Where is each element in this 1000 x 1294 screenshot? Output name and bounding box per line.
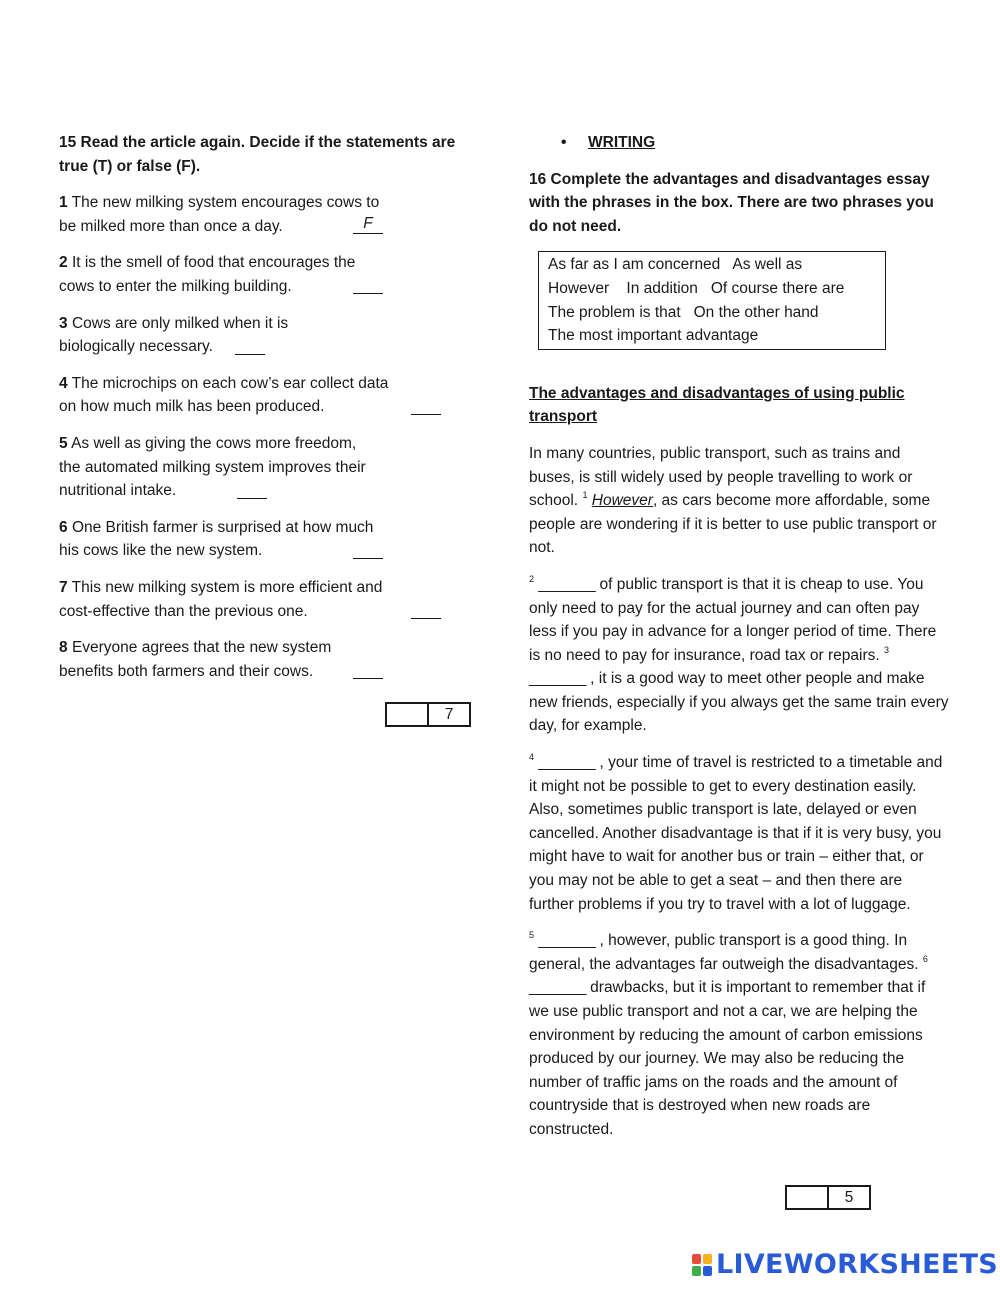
gap-number: 2: [529, 573, 535, 584]
paragraph-text: , your time of travel is restricted to a timetable and it might not be possible to get to every destination easily. Also, sometimes public transport is late, delayed or even cancelled. Another disadvantage is that if it is very busy, you might have to wait for another bus or train – either that, or you may not be able to get a seat – and then there are further problems if you try to travel with a lot of luggage.: [529, 754, 943, 913]
statement-text: It is the smell of food that encourages the cows to enter the milking building.: [59, 254, 356, 295]
statement-item: [59, 312, 319, 359]
statement-text: Cows are only milked when it is biologically necessary.: [59, 314, 289, 356]
score-input[interactable]: [787, 1187, 827, 1208]
paragraph-text: , it is a good way to meet other people and make new friends, especially if you always get the same train every day, for example.: [529, 670, 949, 735]
gap-field[interactable]: _______: [529, 670, 586, 688]
statement-number: 5: [59, 434, 68, 452]
answer-field[interactable]: [353, 540, 383, 559]
paragraph-text: In many countries, public transport, such as trains and buses, is still widely used by people travelling to work or school.: [529, 444, 913, 510]
statement-number: 3: [59, 314, 68, 332]
gap-answer[interactable]: However: [591, 492, 653, 510]
gap-field[interactable]: _______: [538, 575, 596, 593]
statement-item: [59, 516, 389, 563]
gap-number: 4: [529, 751, 535, 762]
gap-number: 6: [922, 953, 928, 964]
liveworksheets-logo: [692, 1250, 998, 1280]
statement-item: [59, 576, 389, 623]
left-column: [59, 131, 479, 696]
answer-field[interactable]: [353, 275, 383, 294]
answer-field[interactable]: [235, 336, 265, 355]
answer-field[interactable]: F: [353, 215, 383, 234]
paragraph-text: , as cars become more affordable, some people are wondering if it is better to use public transport or not.: [529, 492, 937, 557]
phrase-line: However In addition Of course there are: [548, 279, 845, 297]
paragraph-text: of public transport is that it is cheap to use. You only need to pay for the actual journey and can often pay less if you pay in advance for a longer period of time. There is no need to pay for insurance, road tax or repairs.: [529, 575, 937, 664]
answer-field[interactable]: [411, 600, 441, 619]
statement-number: 6: [59, 518, 68, 536]
essay-paragraph-3: [529, 751, 949, 916]
statement-text: Everyone agrees that the new system benefits both farmers and their cows.: [59, 639, 332, 680]
answer-field[interactable]: [411, 396, 441, 415]
essay-paragraph-2: [529, 573, 949, 738]
right-column: [529, 131, 949, 1155]
statement-item: [59, 251, 389, 298]
statement-text: The new milking system encourages cows to be milked more than once a day.: [59, 194, 380, 235]
paragraph-text: drawbacks, but it is important to remember that if we use public transport and not a car, we are helping the environment by reducing the amount of carbon emissions produced by our journey. We may also be reducing the number of traffic jams on the roads and the amount of countryside that is destroyed when new roads are constructed.: [529, 979, 926, 1138]
phrase-line: The problem is that On the other hand: [548, 303, 819, 321]
answer-field[interactable]: [353, 660, 383, 679]
exercise-15-heading: 15 Read the article again. Decide if the statements are true (T) or false (F).: [59, 134, 456, 175]
statement-number: 8: [59, 639, 68, 657]
gap-number: 1: [582, 489, 588, 500]
gap-number: 5: [529, 930, 535, 941]
statement-number: 4: [59, 374, 68, 392]
phrase-box: [538, 251, 886, 349]
bullet-icon: •: [561, 134, 567, 151]
gap-field[interactable]: _______: [538, 932, 596, 950]
statement-number: 7: [59, 578, 68, 596]
score-total: 7: [427, 704, 469, 725]
phrase-line: The most important advantage: [548, 327, 759, 345]
paragraph-text: , however, public transport is a good thing. In general, the advantages far outweigh the disadvantages.: [529, 932, 919, 973]
statement-item: [59, 191, 389, 238]
score-input[interactable]: [387, 704, 427, 725]
answer-field[interactable]: [237, 480, 267, 499]
statement-text: One British farmer is surprised at how much his cows like the new system.: [59, 518, 374, 560]
statement-number: 2: [59, 254, 68, 272]
gap-field[interactable]: _______: [538, 754, 596, 772]
statement-text: The microchips on each cow’s ear collect data on how much milk has been produced.: [59, 374, 389, 416]
exercise-16-heading: 16 Complete the advantages and disadvantages essay with the phrases in the box. There are two phrases you do not need.: [529, 170, 934, 235]
writing-section-label: [529, 131, 949, 155]
section-title: WRITING: [588, 134, 656, 151]
gap-number: 3: [883, 644, 889, 655]
statement-item: [59, 372, 389, 419]
score-box-15: [385, 702, 471, 727]
phrase-line: As far as I am concerned As well as: [548, 256, 803, 274]
statement-item: [59, 432, 379, 503]
statement-text: As well as giving the cows more freedom, the automated milking system improves their nutritional intake.: [59, 434, 366, 500]
logo-mark-icon: [692, 1254, 712, 1276]
score-total: 5: [827, 1187, 869, 1208]
statement-text: This new milking system is more efficient and cost-effective than the previous one.: [59, 578, 383, 620]
score-box-16: [785, 1185, 871, 1210]
essay-paragraph-4: [529, 929, 949, 1141]
statement-number: 1: [59, 194, 68, 212]
logo-text: LIVEWORKSHEETS: [716, 1249, 999, 1280]
essay-paragraph-1: [529, 442, 949, 560]
statement-item: [59, 636, 389, 683]
essay-title: The advantages and disadvantages of using public transport: [529, 384, 905, 426]
gap-field[interactable]: _______: [529, 979, 586, 997]
